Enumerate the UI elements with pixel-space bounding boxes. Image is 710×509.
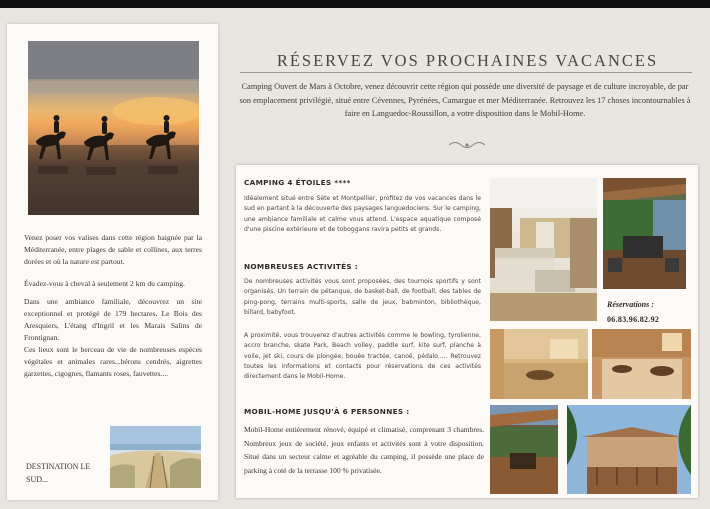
wildlife-text: Ces lieux sont le berceau de vie de nombreuses espèces végétales et animales rares...hérons cendrés, aigrettes garzettes, cigognes, flamants roses, fauvettes.... xyxy=(24,345,202,378)
mobilhome-text: Mobil-Home entièrement rénové, équipé et climatisé, comprenant 3 chambres. Nombreux jeux de société, jeux enfants et activités sont à votre disposition. Situé dans un secteur calme et agréable du camping, il possède une place de parking à coté de la terrasse 100 % privatisée. xyxy=(244,425,484,475)
terrace-image xyxy=(603,178,686,289)
camping-text: Idéalement situé entre Sète et Montpellier, profitez de vos vacances dans le sud en partant à la découverte des paysages languedociens. Sur le camping, une ambiance familiale et calme vous attend. L'espace aquatique composé d'une piscine extérieure et de toboggans ravira petits et grands. xyxy=(244,195,481,233)
title-divider xyxy=(240,72,692,73)
bedroom-photo-1 xyxy=(490,329,588,399)
beach-dune-photo xyxy=(110,426,201,488)
deck-photo xyxy=(490,405,558,494)
living-room-photo xyxy=(490,178,597,321)
bedroom-image-2 xyxy=(592,329,691,399)
nearby-activities-text: A proximité, vous trouverez d'autres activités comme le bowling, tyrolienne, accro branche, skate Park, Beach volley, paddle surf, kite surf, planche à voile, jet ski, cours de plongée, bouée tractée, canoë, pédalo..... Retrouvez toutes les informations et contacts pour réservations de ces activités directement dans le Mobil-Home. xyxy=(244,332,481,381)
ornament-flourish-icon xyxy=(447,139,487,151)
top-black-bar xyxy=(0,0,710,8)
horses-beach-photo xyxy=(28,41,199,215)
activities-heading: NOMBREUSES ACTIVITÉS : xyxy=(244,262,359,271)
horses-silhouette-image xyxy=(28,41,199,215)
beach-path-image xyxy=(110,426,201,488)
reservation-label: Réservations : xyxy=(607,300,654,309)
left-text-block xyxy=(24,232,202,380)
bedroom-photo-2 xyxy=(592,329,691,399)
region-intro-text: Venez poser vos valises dans cette région baignée par la Méditerranée, entre plages de sable et collines, aux terres dorées et où la nature est partout. xyxy=(24,233,202,266)
mobilhome-heading: MOBIL-HOME JUSQU'À 6 PERSONNES : xyxy=(244,407,410,416)
destination-caption: DESTINATION LE SUD... xyxy=(26,462,91,484)
living-room-image xyxy=(490,178,597,321)
activities-text: De nombreuses activités vous sont proposées, des tournois sportifs y sont organisés. Un terrain de pétanque, de basket-ball, de football, des tables de ping-pong, terrains multi-sports, salle de jeux, babminton, bibliothèque, billard, babyfoot. xyxy=(244,278,481,316)
horse-riding-text: Évadez-vous à cheval à seulement 2 km du camping. xyxy=(24,279,185,288)
reservation-phone[interactable]: 06.83.96.82.92 xyxy=(607,315,660,324)
nature-site-text: Dans une ambiance familiale, découvrez un site exceptionnel et protégé de 179 hectares, Le Bois des Aresquiers, L'étang d'Ingril et les Marais Salins de Frontignan. xyxy=(24,297,202,342)
left-panel xyxy=(7,24,218,500)
mobilhome-exterior-photo xyxy=(567,405,691,494)
deck-image xyxy=(490,405,558,494)
terrace-photo xyxy=(603,178,686,289)
header-intro-text: Camping Ouvert de Mars à Octobre, venez découvrir cette région qui possède une diversité de paysage et de culture incroyable, de par son emplacement privilégié, situé entre Cévennes, Pyrénées, Camargue et mer Méditerranée. Retrouvez les 17 choses incontournables à faire en Languedoc-Roussillon, a votre disposition dans le Mobil-Home. xyxy=(239,82,691,118)
bedroom-image-1 xyxy=(490,329,588,399)
page-title: RÉSERVEZ VOS PROCHAINES VACANCES xyxy=(276,51,659,70)
info-card xyxy=(236,165,698,498)
mobilhome-exterior-image xyxy=(567,405,691,494)
camping-heading: CAMPING 4 ÉTOILES **** xyxy=(244,178,351,187)
